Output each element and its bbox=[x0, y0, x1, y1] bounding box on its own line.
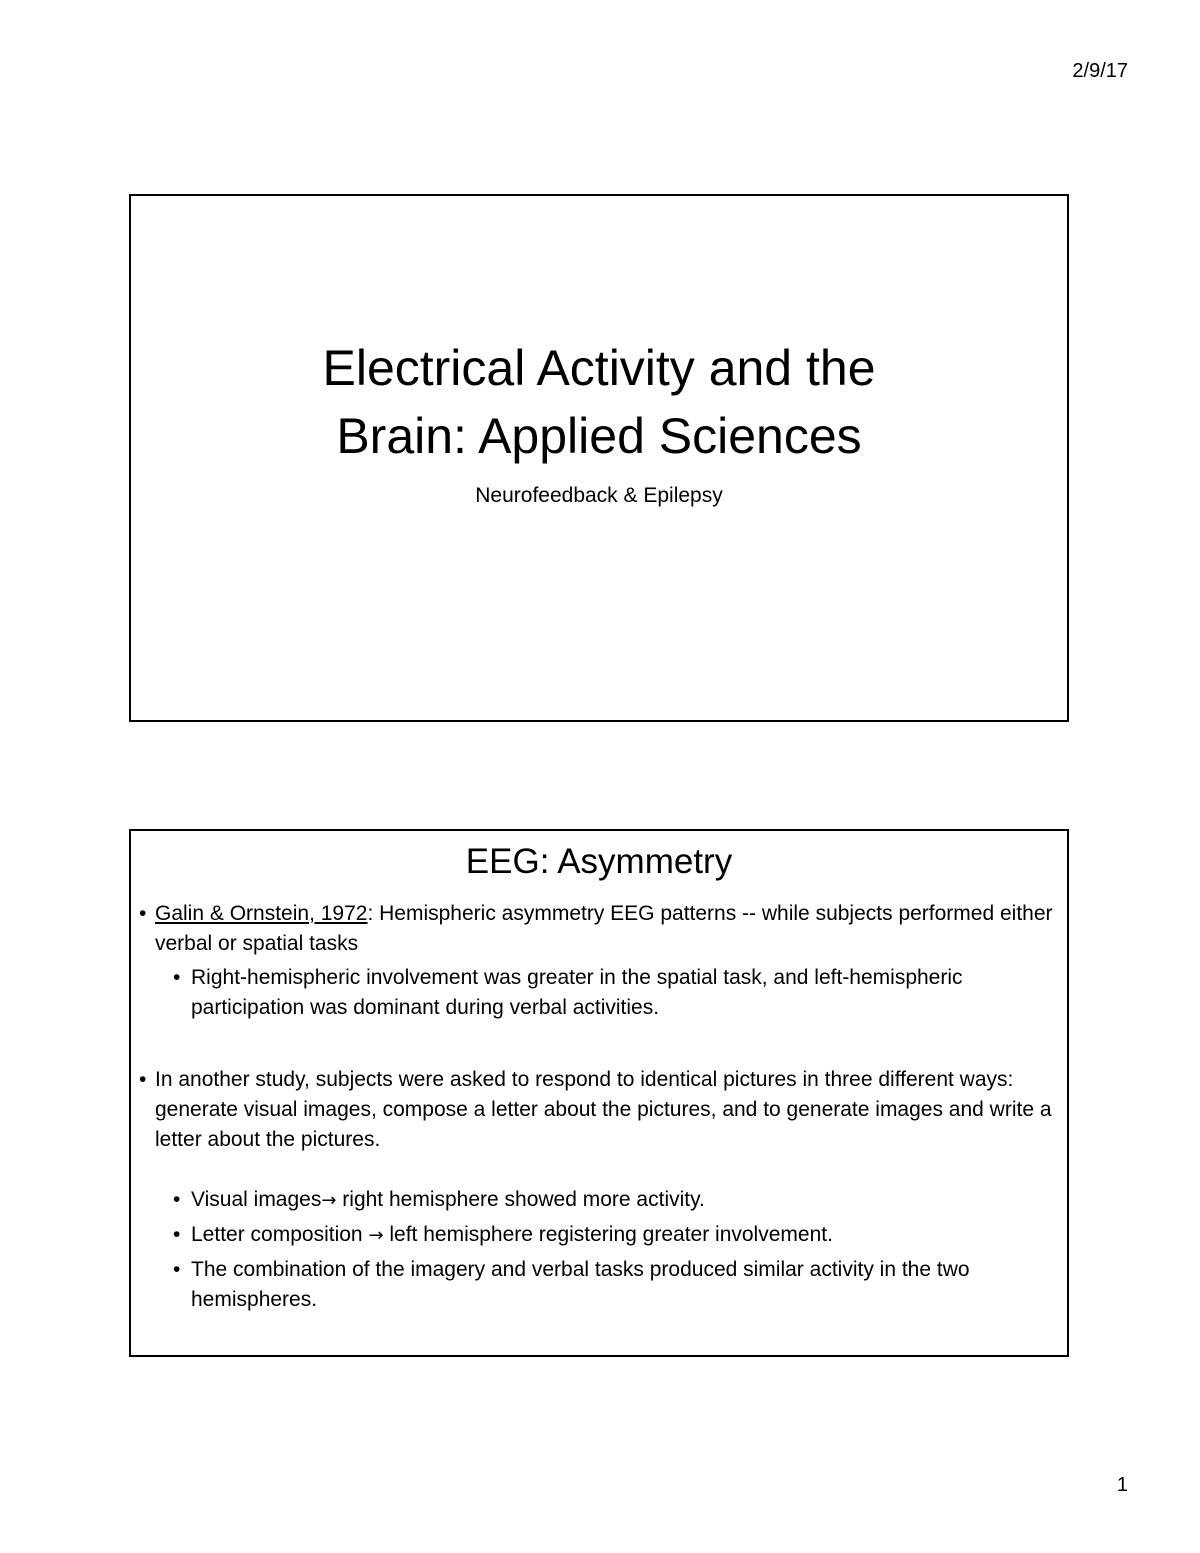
sub-bullet-hemispheric-involvement: • Right-hemispheric involvement was greater in the spatial task, and left-hemispheric participation was dominant during verbal activities. bbox=[131, 963, 1067, 1023]
content-slide bbox=[129, 829, 1069, 1357]
page-number: 1 bbox=[1116, 1474, 1128, 1496]
slide-title-line-1: Electrical Activity and the bbox=[322, 340, 876, 396]
sub-bullet-visual-images bbox=[131, 1185, 1067, 1216]
sub-bullet-letter-composition bbox=[131, 1220, 1067, 1251]
slide-title-line-2: Brain: Applied Sciences bbox=[336, 408, 862, 464]
page-date: 2/9/17 bbox=[1072, 60, 1128, 82]
arrow-right-icon: → bbox=[368, 1225, 384, 1246]
slide-subtitle: Neurofeedback & Epilepsy bbox=[475, 484, 723, 507]
sub-bullet-text: Visual images bbox=[191, 1188, 322, 1211]
bullet-text: : Hemispheric asymmetry EEG patterns -- while subjects performed either verbal or spatial tasks bbox=[155, 902, 1053, 955]
title-block bbox=[131, 334, 1067, 508]
bullet-galin-ornstein bbox=[131, 899, 1067, 959]
title-slide bbox=[129, 194, 1069, 722]
sub-bullet-text: right hemisphere showed more activity. bbox=[336, 1188, 705, 1211]
arrow-right-icon: → bbox=[321, 1190, 337, 1211]
bullet-another-study: • In another study, subjects were asked to respond to identical pictures in three different ways: generate visual images, compose a letter about the pictures, and to generate images and write a letter about the pictures. bbox=[131, 1065, 1067, 1155]
sub-bullet-combination: • The combination of the imagery and verbal tasks produced similar activity in the two hemispheres. bbox=[131, 1255, 1067, 1315]
bullet-list bbox=[131, 899, 1067, 1315]
slide-heading: EEG: Asymmetry bbox=[465, 842, 733, 881]
sub-bullet-text: Letter composition bbox=[191, 1223, 369, 1246]
sub-bullet-text: left hemisphere registering greater involvement. bbox=[383, 1223, 833, 1246]
citation: Galin & Ornstein, 1972 bbox=[155, 902, 368, 925]
